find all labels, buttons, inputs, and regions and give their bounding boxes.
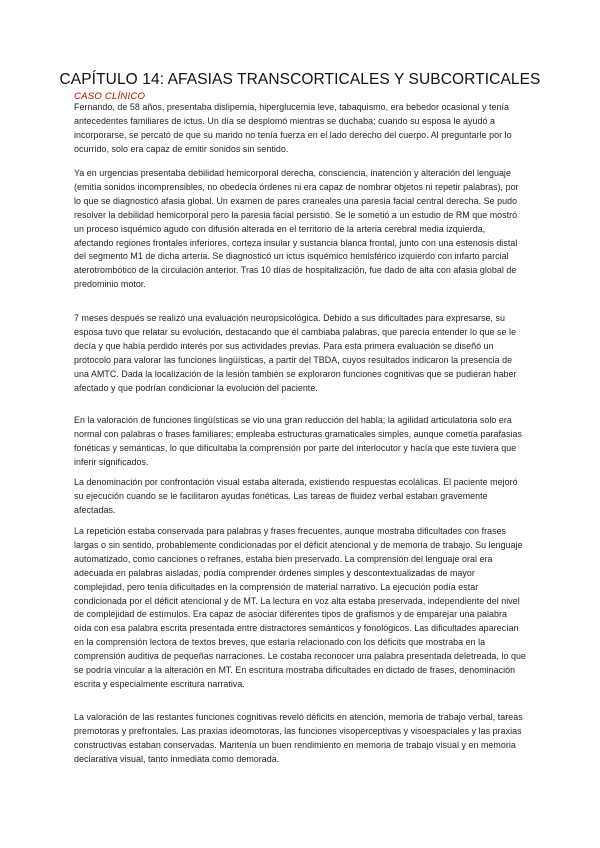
paragraph-1: Fernando, de 58 años, presentaba dislipemia, hiperglucemia leve, tabaquismo, era bebedor ocasional y tenía antecedentes familiares de ictus. Un día se desplomó mientras se duchaba; cuando su esposa le ayudó a incorporarse, se percató de que su marido no tenía fuerza en el lado derecho del cuerpo. Al preguntarle por lo ocurrido, solo era capaz de emitir sonidos sin sentido. bbox=[74, 102, 512, 154]
chapter-title: CAPÍTULO 14: AFASIAS TRANSCORTICALES Y SUBCORTICALES bbox=[59, 71, 541, 88]
paragraph-4: En la valoración de funciones lingüísticas se vio una gran reducción del habla; la agilidad articulatoria solo era normal con palabras o frases familiares; empleaba estructuras gramaticales simples, aunque cometía parafasias fonéticas y semánticas, lo que dificultaba la comprensión por parte del interlocutor y hacía que este tuviera que inferir significados. bbox=[74, 415, 522, 467]
paragraph-6: La repetición estaba conservada para palabras y frases frecuentes, aunque mostraba dificultades con frases largas o sin sentido, probablemente condicionadas por el déficit atencional y de memoria de trabajo. Su lenguaje automatizado, como canciones o refranes, estaba bien preservado. La comprensión del lenguaje oral era adecuada en palabras aisladas, podía comprender órdenes simples y descontextualizadas de mayor complejidad, pero tenía dificultades en la comprensión de material narrativo. La ejecución podía estar condicionada por el déficit atencional y de MT. La lectura en voz alta estaba preservada, independiente del nivel de complejidad de estímulos. Era capaz de asociar diferentes tipos de grafismos y de emparejar una palabra oída con esa palabra escrita presentada entre distractores semánticos y fonológicos. Las dificultades aparecían en la comprensión lectora de textos breves, que estaría relacionado con los déficits que mostraba en la comprensión auditiva de pequeñas narraciones. Le costaba reconocer una palabra presentada deletreada, lo que se podría vincular a la alteración en MT. En escritura mostraba dificultades en dictado de frases, denominación escrita y especialmente escritura narrativa. bbox=[74, 526, 526, 689]
section-label: CASO CLÍNICO bbox=[74, 91, 146, 102]
paragraph-7: La valoración de las restantes funciones cognitivas reveló déficits en atención, memoria de trabajo verbal, tareas premotoras y prefrontales. Las praxias ideomotoras, las funciones visoperceptivas y visoespaciales y las praxias constructivas estaban conservadas. Mantenía un buen rendimiento en memoria de trabajo visual y en memoria declarativa visual, tanto inmediata como demorada. bbox=[74, 712, 523, 764]
paragraph-5: La denominación por confrontación visual estaba alterada, existiendo respuestas ecolálicas. El paciente mejoró su ejecución cuando se le facilitaron ayudas fonéticas. Las tareas de fluidez verbal estaban gravemente afectadas. bbox=[74, 477, 518, 515]
paragraph-2: Ya en urgencias presentaba debilidad hemicorporal derecha, consciencia, inatención y alteración del lenguaje (emitía sonidos incomprensibles, no obedecía órdenes ni era capaz de nombrar objetos ni repetir palabras), por lo que se diagnosticó afasia global. Un examen de pares craneales una paresia facial central derecha. Se pudo resolver la debilidad hemicorporal pero la paresia facial persistió. Se le sometió a un estudio de RM que mostró un proceso isquémico agudo con difusión alterada en el territorio de la arteria cerebral media izquierda, afectando regiones frontales inferiores, corteza insular y sustancia blanca frontal, junto con una estenosis distal del segmento M1 de dicha arteria. Se diagnosticó un ictus isquémico hemisférico izquierdo con infarto parcial aterotrombótico de la circulación anterior. Tras 10 días de hospitalización, fue dado de alta con afasia global de predominio motor. bbox=[74, 168, 519, 290]
paragraph-3: 7 meses después se realizó una evaluación neuropsicológica. Debido a sus dificultades para expresarse, su esposa tuvo que relatar su evolución, destacando que él cambiaba palabras, que parecía entender lo que se le decía y que había perdido interés por sus actividades previas. Para esta primera evaluación se diseñó un protocolo para valorar las funciones lingüísticas, a partir del TBDA, cuyos resultados indicaron la presencia de una AMTC. Dada la localización de la lesión también se exploraron funciones cognitivas que se pudieran haber afectado y que podrían condicionar la evolución del paciente. bbox=[74, 313, 517, 393]
